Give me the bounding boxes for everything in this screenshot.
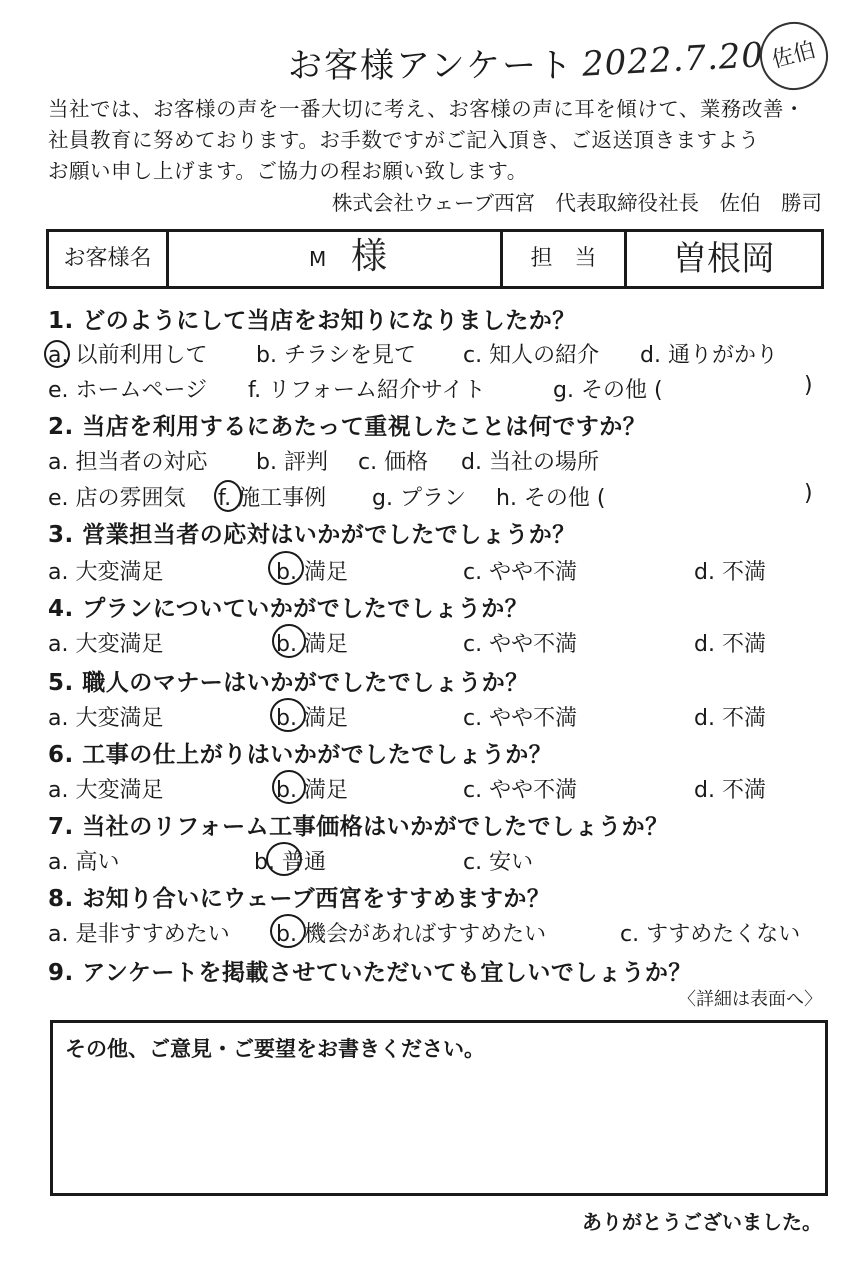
signer: 株式会社ウェーブ西宮 代表取締役社長 佐伯 勝司 [331, 191, 822, 215]
customer-info-table [46, 229, 824, 289]
handwritten-date: 2022.7.20 [581, 35, 765, 85]
question-1: 1. どのようにして当店をお知りになりましたか？ [48, 308, 576, 334]
q2-option-h-close: ) [804, 481, 813, 506]
q4-option-a[interactable]: a. 大変満足 [48, 632, 164, 657]
intro-line-2: 社員教育に努めております。お手数ですがご記入頂き、ご返送頂きますよう [48, 128, 760, 152]
question-9: 9. アンケートを掲載させていただいても宜しいでしょうか？ [48, 960, 692, 986]
q3-option-c[interactable]: c. やや不満 [463, 560, 578, 585]
customer-name-suffix: 様 [351, 236, 388, 277]
q6-option-c[interactable]: c. やや不満 [463, 778, 578, 803]
comment-box[interactable] [50, 1020, 828, 1196]
q1-option-g-close: ) [804, 373, 813, 398]
detail-note: 〈詳細は表面へ〉 [678, 989, 822, 1010]
q5-option-d[interactable]: d. 不満 [694, 706, 766, 731]
q5-option-b[interactable]: b. 満足 [276, 706, 348, 731]
staff-value[interactable]: 曽根岡 [673, 239, 775, 279]
q6-selected-circle [272, 770, 306, 804]
q1-option-g[interactable]: g. その他 ( [553, 378, 663, 403]
comment-label: その他、ご意見・ご要望をお書きください。 [65, 1037, 485, 1061]
q2-option-a[interactable]: a. 担当者の対応 [48, 450, 208, 475]
q8-option-b[interactable]: b. 機会があればすすめたい [276, 922, 547, 947]
staff-label: 担 当 [503, 232, 627, 286]
q7-option-c[interactable]: c. 安い [463, 850, 534, 875]
question-6: 6. 工事の仕上がりはいかがでしたでしょうか？ [48, 742, 553, 768]
q7-option-a[interactable]: a. 高い [48, 850, 120, 875]
q2-option-b[interactable]: b. 評判 [256, 450, 328, 475]
q5-option-a[interactable]: a. 大変満足 [48, 706, 164, 731]
q8-option-c[interactable]: c. すすめたくない [620, 922, 801, 947]
q2-option-f[interactable]: f. 施工事例 [218, 486, 327, 511]
q1-option-e[interactable]: e. ホームページ [48, 378, 208, 403]
question-7: 7. 当社のリフォーム工事価格はいかがでしたでしょうか？ [48, 814, 669, 840]
q6-option-a[interactable]: a. 大変満足 [48, 778, 164, 803]
q1-option-d[interactable]: d. 通りがかり [640, 343, 778, 368]
q2-option-g[interactable]: g. プラン [372, 486, 466, 511]
q2-option-c[interactable]: c. 価格 [358, 450, 429, 475]
q2-selected-circle [214, 480, 242, 512]
intro-line-1: 当社では、お客様の声を一番大切に考え、お客様の声に耳を傾けて、業務改善・ [48, 97, 805, 121]
q4-selected-circle [272, 624, 306, 658]
q7-selected-circle [266, 842, 302, 876]
q6-option-b[interactable]: b. 満足 [276, 778, 348, 803]
question-4: 4. プランについていかがでしたでしょうか？ [48, 596, 529, 622]
q8-option-a[interactable]: a. 是非すすめたい [48, 922, 230, 947]
q6-option-d[interactable]: d. 不満 [694, 778, 766, 803]
q1-option-b[interactable]: b. チラシを見て [256, 343, 416, 368]
q1-option-c[interactable]: c. 知人の紹介 [463, 343, 600, 368]
intro-line-3: お願い申し上げます。ご協力の程お願い致します。 [48, 159, 528, 183]
question-8: 8. お知り合いにウェーブ西宮をすすめますか？ [48, 886, 551, 912]
q5-option-c[interactable]: c. やや不満 [463, 706, 578, 731]
q4-option-b[interactable]: b. 満足 [276, 632, 348, 657]
q3-selected-circle [268, 551, 304, 585]
survey-title: お客様アンケート [288, 46, 574, 86]
q2-option-h[interactable]: h. その他 ( [496, 486, 606, 511]
q8-selected-circle [270, 914, 306, 948]
question-2: 2. 当店を利用するにあたって重視したことは何ですか？ [48, 414, 647, 440]
question-5: 5. 職人のマナーはいかがでしたでしょうか？ [48, 670, 529, 696]
q3-option-a[interactable]: a. 大変満足 [48, 560, 164, 585]
q3-option-b[interactable]: b. 満足 [276, 560, 348, 585]
q2-option-e[interactable]: e. 店の雰囲気 [48, 486, 186, 511]
thanks-message: ありがとうございました。 [582, 1210, 822, 1234]
q1-option-f[interactable]: f. リフォーム紹介サイト [248, 378, 486, 403]
question-3: 3. 営業担当者の応対はいかがでしたでしょうか？ [48, 522, 576, 548]
q4-option-d[interactable]: d. 不満 [694, 632, 766, 657]
customer-name-label: お客様名 [49, 232, 169, 286]
customer-name-value: M [309, 247, 327, 271]
q2-option-d[interactable]: d. 当社の場所 [461, 450, 599, 475]
approval-stamp: 佐伯 [752, 14, 835, 97]
q3-option-d[interactable]: d. 不満 [694, 560, 766, 585]
q5-selected-circle [270, 698, 306, 732]
q1-selected-circle [44, 340, 70, 368]
q4-option-c[interactable]: c. やや不満 [463, 632, 578, 657]
customer-name-field[interactable] [169, 232, 503, 286]
q7-option-b[interactable]: b. 普通 [254, 850, 326, 875]
q1-option-a[interactable]: a. 以前利用して [48, 343, 208, 368]
